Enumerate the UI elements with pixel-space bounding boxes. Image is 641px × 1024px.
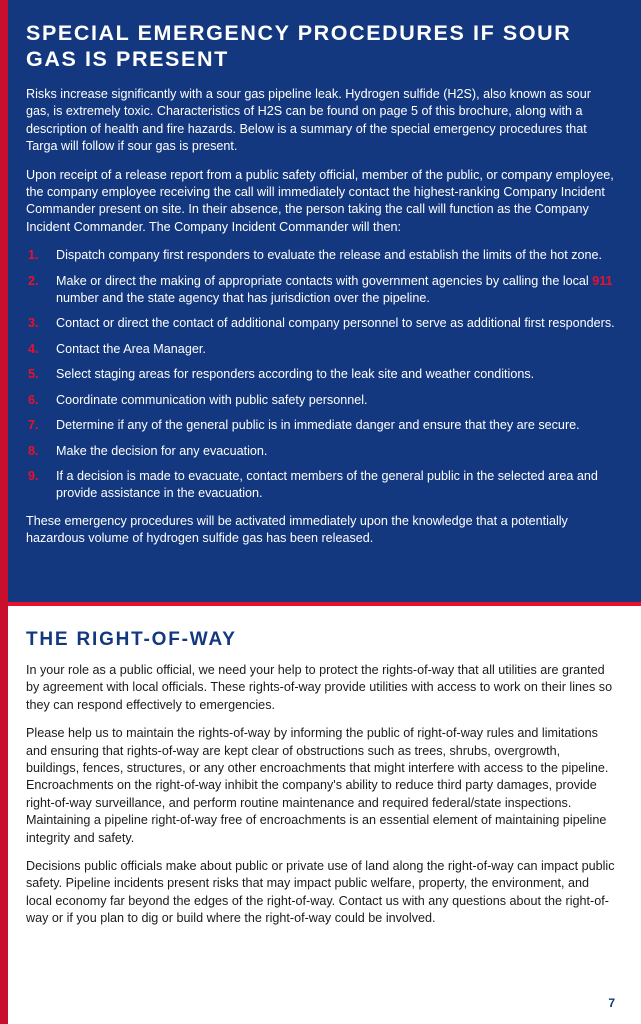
list-item: [26, 247, 615, 264]
emergency-closing-paragraph: These emergency procedures will be activated immediately upon the knowledge that a potentially hazardous volume of hydrogen sulfide gas has been released.: [26, 513, 568, 546]
step-text: Dispatch company first responders to evaluate the release and establish the limits of the hot zone.: [56, 248, 603, 263]
list-item: [26, 443, 615, 460]
rightofway-paragraph-1: In your role as a public official, we need your help to protect the rights-of-way that all utilities are granted by agreement with local officials. These rights-of-way provide utilities with access to work on their lines so they can respond effectively to emergencies.: [26, 663, 613, 712]
emergency-paragraph-2: Upon receipt of a release report from a public safety official, member of the public, or company employee, the company employee receiving the call will immediately contact the highest-ranking Company Incident Commander present on site. In their absence, the person taking the call will function as the Company Incident Commander. The Company Incident Commander will then:: [26, 167, 614, 234]
rightofway-paragraph-3: Decisions public officials make about public or private use of land along the right-of-way can impact public safety. Pipeline incidents present risks that may impact public welfare, property, the environment, and local economy far beyond the edges of the right-of-way. Contact us with any questions about the right-of-way or if you plan to dig or build where the right-of-way could be involved.: [26, 859, 615, 926]
page-spine-accent-lower: [0, 606, 8, 1024]
list-item: [26, 315, 615, 332]
list-item: [26, 392, 615, 409]
list-item: [26, 273, 615, 308]
step-number: 6.: [28, 392, 39, 407]
rightofway-paragraph-2: Please help us to maintain the rights-of-way by informing the public of right-of-way rules and limitations and ensuring that rights-of-way are kept clear of obstructions such as trees, shrubs, overgrowth, buildings, fences, structures, or any other encroachments that might interfere with access to the pipeline. Encroachments on the right-of-way inhibit the company's ability to reduce third party damages, provide right-of-way surveillance, and perform routine maintenance and required federal/state inspections. Maintaining a pipeline right-of-way free of encroachments is an essential element of maintaining pipeline integrity and safety.: [26, 726, 609, 845]
list-item: [26, 468, 615, 503]
step-text-before: Make or direct the making of appropriate contacts with government agencies by calling the local: [56, 273, 593, 288]
step-text: Coordinate communication with public safety personnel.: [56, 392, 368, 407]
list-item: [26, 366, 615, 383]
step-number: 5.: [28, 367, 39, 382]
step-number: 4.: [28, 341, 39, 356]
page-number: 7: [608, 996, 615, 1010]
emergency-steps-list: [26, 247, 615, 502]
page-title: SPECIAL EMERGENCY PROCEDURES IF SOUR GAS IS PRESENT: [26, 21, 572, 71]
right-of-way-section: [0, 606, 641, 1024]
list-item: [26, 417, 615, 434]
step-number: 9.: [28, 468, 39, 483]
emergency-paragraph-1: Risks increase significantly with a sour gas pipeline leak. Hydrogen sulfide (H2S), also known as sour gas, is extremely toxic. Characteristics of H2S can be found on page 5 of this brochure, along with a description of health and fire hazards. Below is a summary of the special emergency procedures that Targa will follow if sour gas is present.: [26, 87, 591, 154]
step-number: 8.: [28, 443, 39, 458]
step-text: If a decision is made to evacuate, contact members of the general public in the selected area and provide assistance in the evacuation.: [56, 468, 598, 501]
step-text: Contact the Area Manager.: [56, 341, 206, 356]
page-bottom-margin: [0, 1018, 641, 1024]
step-text: Determine if any of the general public is in immediate danger and ensure that they are secure.: [56, 418, 580, 433]
section-title-right-of-way: THE RIGHT-OF-WAY: [26, 629, 237, 650]
step-number: 1.: [28, 248, 39, 263]
step-text: Select staging areas for responders according to the leak site and weather conditions.: [56, 367, 535, 382]
step-number: 2.: [28, 273, 39, 288]
step-text: Make the decision for any evacuation.: [56, 443, 268, 458]
list-item: [26, 341, 615, 358]
step-number: 7.: [28, 418, 39, 433]
step-text: Contact or direct the contact of additional company personnel to serve as additional first responders.: [56, 316, 615, 331]
step-number: 3.: [28, 316, 39, 331]
emergency-number-911: 911: [592, 273, 613, 288]
step-text: [56, 273, 615, 308]
step-text-after: number and the state agency that has jurisdiction over the pipeline.: [56, 291, 430, 306]
